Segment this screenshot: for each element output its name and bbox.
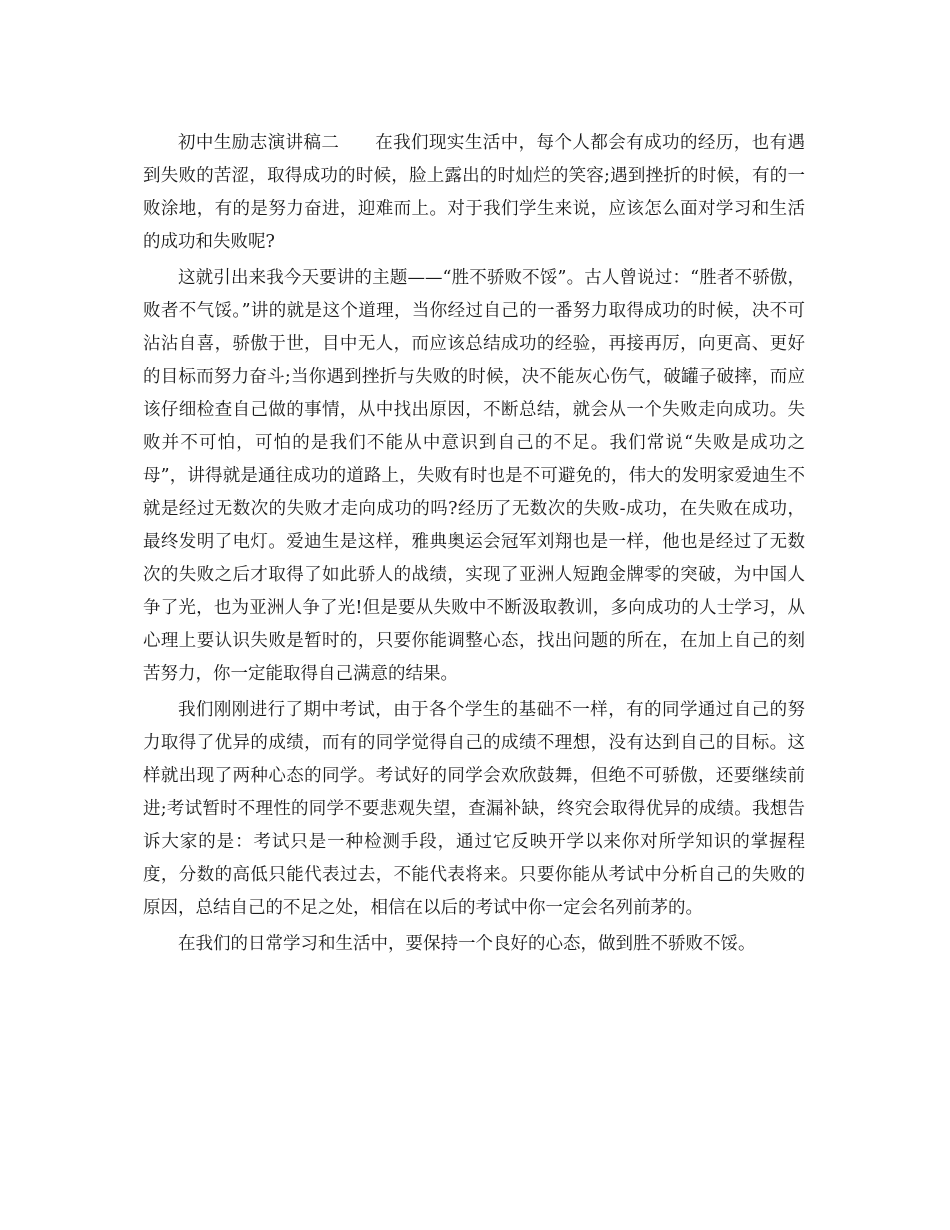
- document-title: 初中生励志演讲稿二: [178, 133, 340, 153]
- paragraph-1: [143, 127, 805, 259]
- paragraph-1-text: 在我们现实生活中，每个人都会有成功的经历，也有遇到失败的苦涩，取得成功的时候，脸上露出的时灿烂的笑容;遇到挫折的时候，有的一败涂地，有的是努力奋进，迎难而上。对于我们学生来说，应该怎么面对学习和生活的成功和失败呢?: [143, 133, 806, 252]
- document-body: [143, 127, 805, 964]
- paragraph-3: 我们刚刚进行了期中考试，由于各个学生的基础不一样，有的同学通过自己的努力取得了优异的成绩，而有的同学觉得自己的成绩不理想，没有达到自己的目标。这样就出现了两种心态的同学。考试好的同学会欢欣鼓舞，但绝不可骄傲，还要继续前进;考试暂时不理性的同学不要悲观失望，查漏补缺，终究会取得优异的成绩。我想告诉大家的是：考试只是一种检测手段，通过它反映开学以来你对所学知识的掌握程度，分数的高低只能代表过去，不能代表将来。只要你能从考试中分析自己的失败的原因，总结自己的不足之处，相信在以后的考试中你一定会名列前茅的。: [143, 700, 805, 918]
- paragraph-4: 在我们的日常学习和生活中，要保持一个良好的心态，做到胜不骄败不馁。: [178, 934, 756, 954]
- title-gap: [339, 133, 375, 153]
- paragraph-2: 这就引出来我今天要讲的主题——“胜不骄败不馁”。古人曾说过：“胜者不骄傲，败者不气馁。”讲的就是这个道理，当你经过自己的一番努力取得成功的时候，决不可沾沾自喜，骄傲于世，目中无人，而应该总结成功的经验，再接再厉，向更高、更好的目标而努力奋斗;当你遇到挫折与失败的时候，决不能灰心伤气，破罐子破摔，而应该仔细检查自己做的事情，从中找出原因，不断总结，就会从一个失败走向成功。失败并不可怕，可怕的是我们不能从中意识到自己的不足。我们常说“失败是成功之母”，讲得就是通往成功的道路上，失败有时也是不可避免的，伟大的发明家爱迪生不就是经过无数次的失败才走向成功的吗?经历了无数次的失败-成功，在失败在成功，最终发明了电灯。爱迪生是这样，雅典奥运会冠军刘翔也是一样，他也是经过了无数次的失败之后才取得了如此骄人的战绩，实现了亚洲人短跑金牌零的突破，为中国人争了光，也为亚洲人争了光!但是要从失败中不断汲取教训，多向成功的人士学习，从心理上要认识失败是暂时的，只要你能调整心态，找出问题的所在，在加上自己的刻苦努力，你一定能取得自己满意的结果。: [143, 268, 805, 684]
